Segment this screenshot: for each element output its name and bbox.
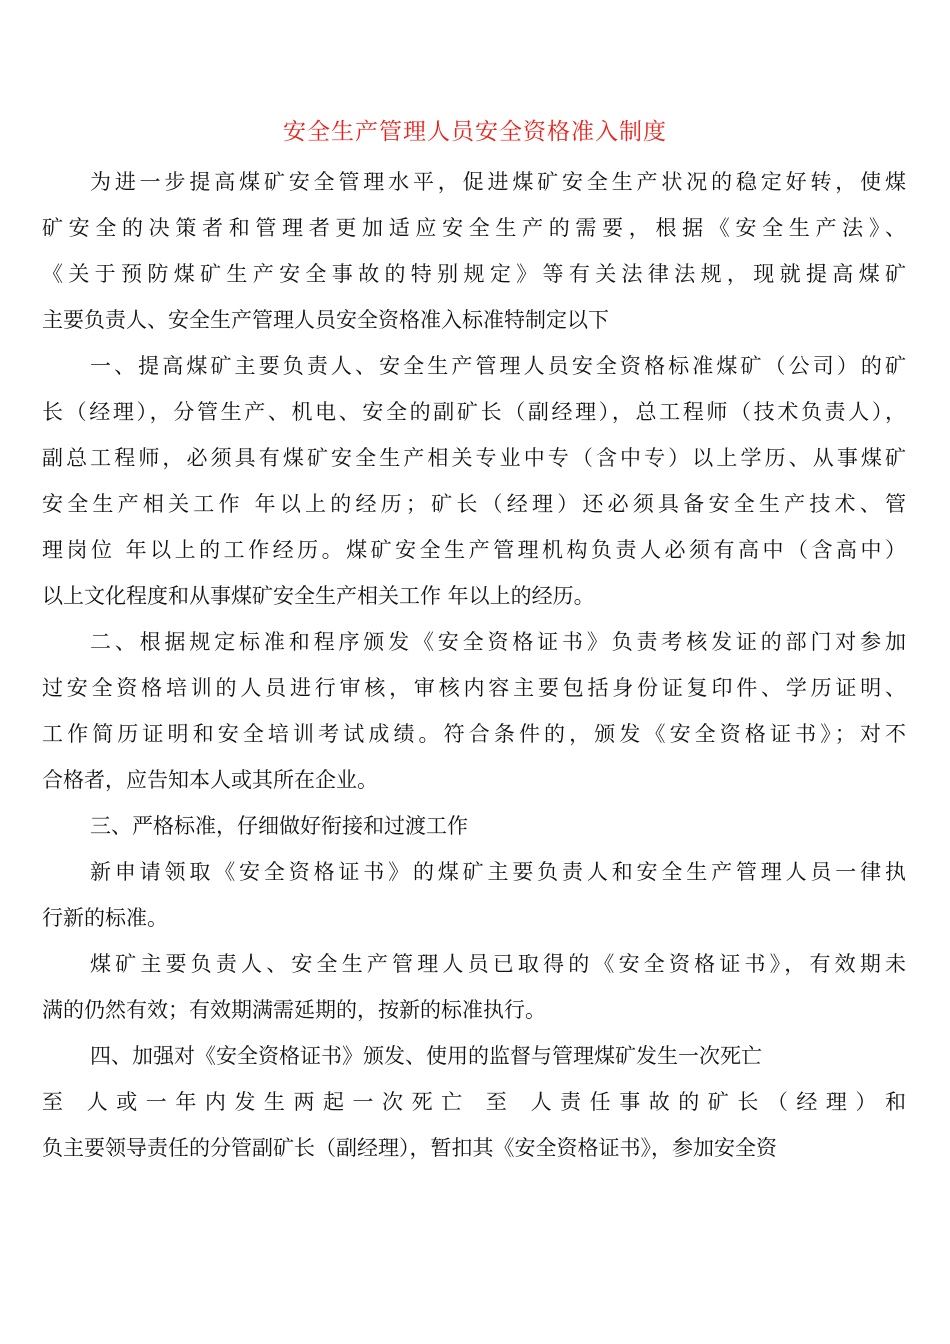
text-line: 以上文化程度和从事煤矿安全生产相关工作 年以上的经历。 xyxy=(42,584,595,608)
document-title: 安全生产管理人员安全资格准入制度 xyxy=(283,119,667,145)
text-line: 矿安全的决策者和管理者更加适应安全生产的需要，根据《安全生产法》、 xyxy=(42,216,906,240)
text-line: 四、加强对《安全资格证书》颁发、使用的监督与管理煤矿发生一次死亡 xyxy=(90,1044,762,1068)
text-line: 新申请领取《安全资格证书》的煤矿主要负责人和安全生产管理人员一律执 xyxy=(90,860,906,884)
text-line: 三、严格标准，仔细做好衔接和过渡工作 xyxy=(90,814,468,838)
text-line: 过安全资格培训的人员进行审核，审核内容主要包括身份证复印件、学历证明、 xyxy=(42,676,906,700)
text-line: 理岗位 年以上的工作经历。煤矿安全生产管理机构负责人必须有高中（含高中） xyxy=(42,538,906,562)
text-line: 煤矿主要负责人、安全生产管理人员已取得的《安全资格证书》，有效期未 xyxy=(90,952,906,976)
text-line: 为进一步提高煤矿安全管理水平，促进煤矿安全生产状况的稳定好转，使煤 xyxy=(90,170,906,194)
text-line: 负主要领导责任的分管副矿长（副经理），暂扣其《安全资格证书》，参加安全资 xyxy=(42,1136,777,1160)
text-line: 副总工程师，必须具有煤矿安全生产相关专业中专（含中专）以上学历、从事煤矿 xyxy=(42,446,906,470)
text-line: 主要负责人、安全生产管理人员安全资格准入标准特制定以下 xyxy=(42,308,609,332)
text-line: 满的仍然有效；有效期满需延期的，按新的标准执行。 xyxy=(42,998,546,1022)
text-line: 合格者，应告知本人或其所在企业。 xyxy=(42,768,378,792)
text-line: 长（经理），分管生产、机电、安全的副矿长（副经理），总工程师（技术负责人）， xyxy=(42,400,906,424)
text-line: 至 人或一年内发生两起一次死亡 至 人责任事故的矿长（经理）和 xyxy=(42,1090,906,1114)
text-line: 行新的标准。 xyxy=(42,906,168,930)
text-line: 《关于预防煤矿生产安全事故的特别规定》等有关法律法规，现就提高煤矿 xyxy=(42,262,906,286)
text-line: 工作简历证明和安全培训考试成绩。符合条件的，颁发《安全资格证书》；对不 xyxy=(42,722,906,746)
text-line: 一、提高煤矿主要负责人、安全生产管理人员安全资格标准煤矿（公司）的矿 xyxy=(90,354,906,378)
text-line: 二、根据规定标准和程序颁发《安全资格证书》负责考核发证的部门对参加 xyxy=(90,630,906,654)
text-line: 安全生产相关工作 年以上的经历；矿长（经理）还必须具备安全生产技术、管 xyxy=(42,492,906,516)
